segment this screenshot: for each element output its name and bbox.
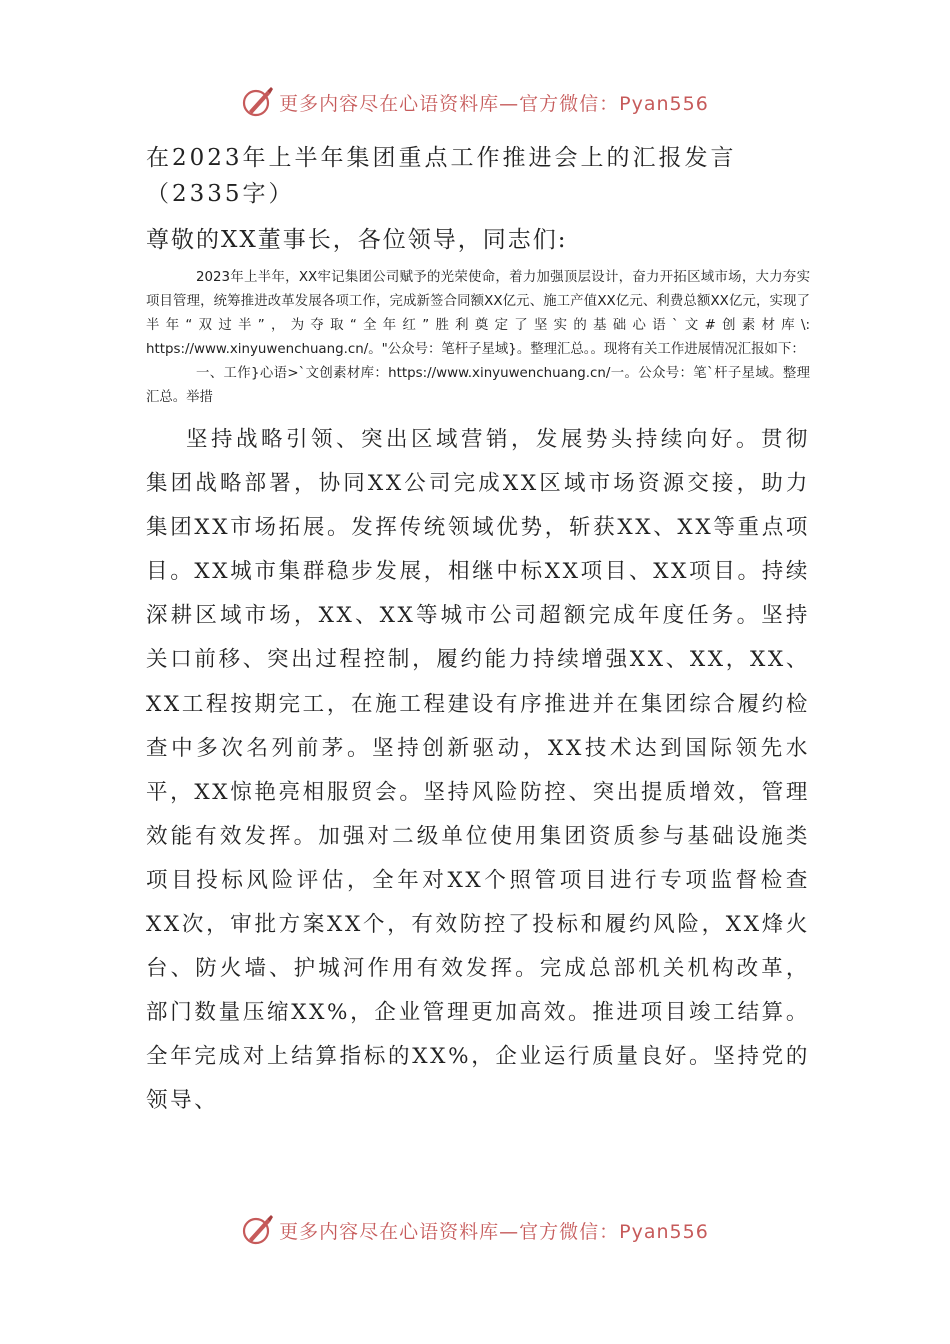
watermark-text: 更多内容尽在心语资料库—官方微信：Pyan556	[279, 1220, 709, 1243]
footer-watermark	[0, 1210, 950, 1250]
salutation: 尊敬的XX董事长，各位领导，同志们:	[146, 227, 568, 253]
document-body	[146, 140, 810, 1124]
pen-circle-icon	[241, 85, 275, 119]
page-title: 在2023年上半年集团重点工作推进会上的汇报发言（2335字）	[146, 145, 737, 207]
section-heading: 一、工作}心语>`文创素材库：https://www.xinyuwenchuang.cn/一。公众号：笔`杆子星域。整理汇总。举措	[146, 366, 810, 405]
body-paragraph: 坚持战略引领、突出区域营销，发展势头持续向好。贯彻集团战略部署，协同XX公司完成XX区域市场资源交接，助力集团XX市场拓展。发挥传统领域优势，斩获XX、XX等重点项目。XX城市集群稳步发展，相继中标XX项目、XX项目。持续深耕区域市场，XX、XX等城市公司超额完成年度任务。坚持关口前移、突出过程控制，履约能力持续增强XX、XX，XX、XX工程按期完工，在施工程建设有序推进并在集团综合履约检查中多次名列前茅。坚持创新驱动，XX技术达到国际领先水平，XX惊艳亮相服贸会。坚持风险防控、突出提质增效，管理效能有效发挥。加强对二级单位使用集团资质参与基础设施类项目投标风险评估，全年对XX个照管项目进行专项监督检查XX次，审批方案XX个，有效防控了投标和履约风险，XX烽火台、防火墙、护城河作用有效发挥。完成总部机关机构改革，部门数量压缩XX%，企业管理更加高效。推进项目竣工结算。全年完成对上结算指标的XX%，企业运行质量良好。坚持党的领导、	[146, 427, 810, 1114]
watermark-text: 更多内容尽在心语资料库—官方微信：Pyan556	[279, 92, 709, 115]
intro-paragraph: 2023年上半年，XX牢记集团公司赋予的光荣使命，着力加强顶层设计，奋力开拓区域市场，大力夯实项目管理，统筹推进改革发展各项工作，完成新签合同额XX亿元、施工产值XX亿元、利费总额XX亿元，实现了半年“双过半”，为夺取“全年红”胜利奠定了坚实的基础心语`文#创素材库\: https://www.xinyuwenchuang.cn/。"公众号：笔杆子星域}。整理汇总。。现将有关工作进展情况汇报如下：	[146, 270, 810, 357]
header-watermark	[0, 82, 950, 122]
pen-circle-icon	[241, 1213, 275, 1247]
